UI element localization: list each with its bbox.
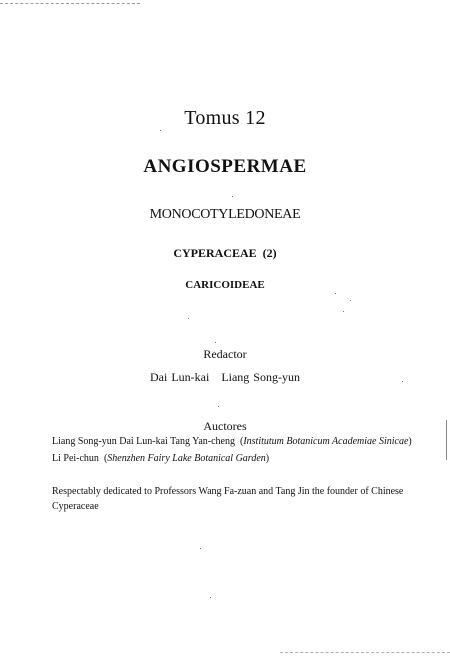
dedication-text: Respectably dedicated to Professors Wang Fa-zuan and Tang Jin the founder of Chinese Cyperaceae [52,486,404,512]
authors-line-1 [52,434,412,449]
author-names: Li Pei-chun [52,453,99,464]
open-paren: ( [98,453,108,464]
auctores-label: Auctores [203,419,247,433]
scan-speck [215,342,216,343]
class-heading: MONOCOTYLEDONEAE [149,207,301,222]
volume-number: Tomus 12 [184,107,266,129]
scan-speck [200,548,201,549]
division-heading: ANGIOSPERMAE [143,156,307,177]
scan-speck [210,597,211,598]
scan-speck [188,318,189,319]
redactor-names: Dai Lun-kai Liang Song-yun [150,370,300,384]
scan-speck [343,311,344,312]
close-paren: ) [265,453,270,464]
scan-speck [218,406,219,407]
open-paren: ( [234,436,244,447]
author-names: Liang Song-yun Dai Lun-kai Tang Yan-cheng [52,436,235,447]
scan-speck [160,130,161,131]
redactor-label: Redactor [203,347,247,361]
institution-name: Institutum Botanicum Academiae Sinicae [243,436,409,447]
scan-edge-top [0,3,140,4]
close-paren: ) [408,436,412,447]
institution-name: Shenzhen Fairy Lake Botanical Garden [107,453,266,464]
family-heading: CYPERACEAE (2) [173,246,277,260]
scan-speck [350,300,351,301]
scan-speck [335,293,336,294]
scan-speck [232,196,233,197]
scan-edge-bottom [280,652,450,653]
subfamily-heading: CARICOIDEAE [185,279,265,291]
authors-line-2 [52,451,402,466]
